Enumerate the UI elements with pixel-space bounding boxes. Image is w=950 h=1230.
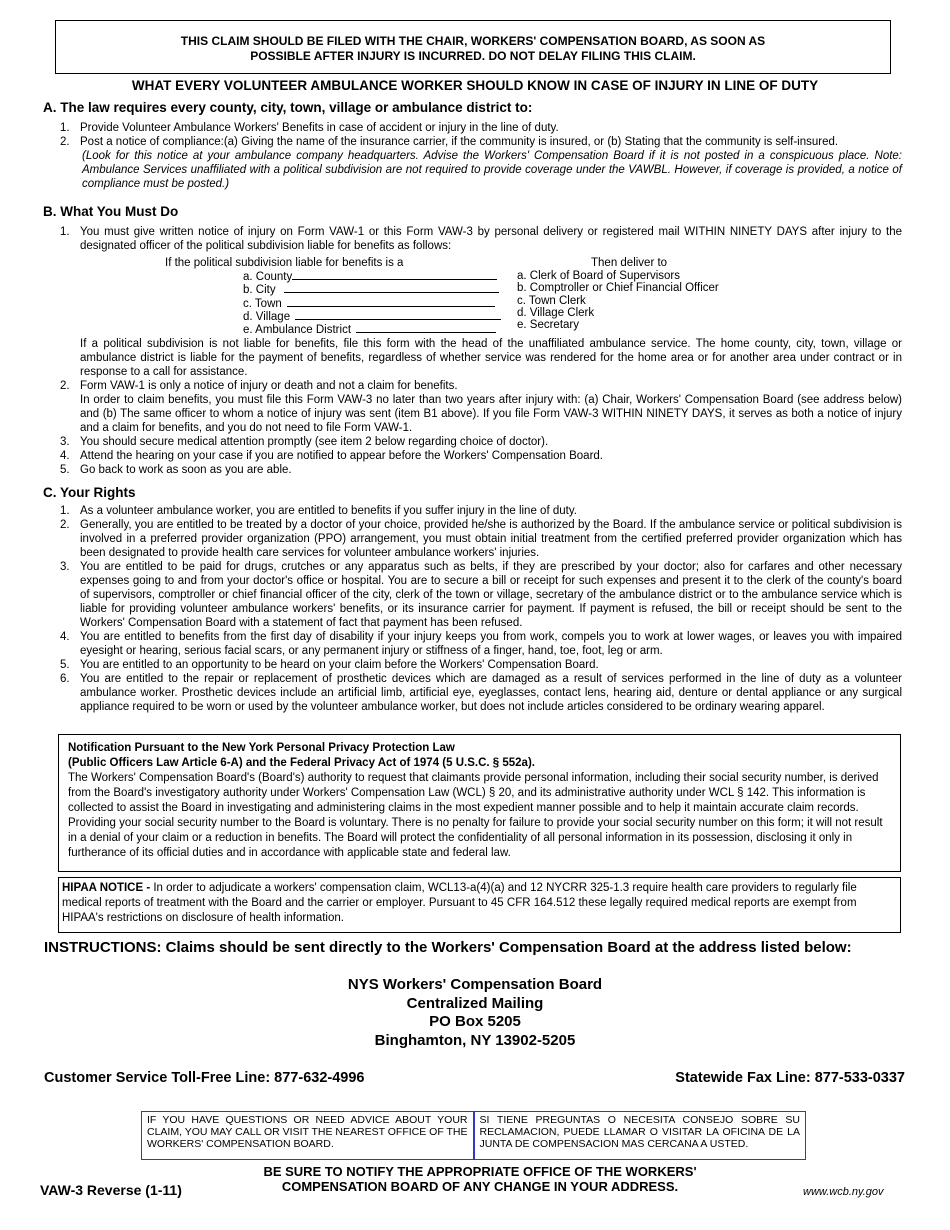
section-c-item-5-text: You are entitled to an opportunity to be heard on your claim before the Workers' Compensation Board.: [80, 659, 599, 671]
subdivision-city: b. City: [243, 283, 501, 296]
section-a-item-2-text: Post a notice of compliance:(a) Giving the name of the insurance carrier, if the community is insured, or (b) Stating that the community is self-insured.: [80, 136, 839, 148]
advice-spanish: SI TIENE PREGUNTAS O NECESITA CONSEJO SOBRE SU RECLAMACION, PUEDE LLAMAR O VISITAR LA OFICINA DE LA JUNTA DE COMPENSACION MAS CERCANA A USTED.: [479, 1114, 800, 1150]
hipaa-notice-body: In order to adjudicate a workers' compensation claim, WCL13-a(4)(a) and 12 NYCRR 325-1.3 require health care providers to regularly file medical reports of treatment with the Board and the carrier or employer. Pursuant to 45 CFR 164.512 these legally required medical reports are exempt from HIPAA's restrictions on disclosure of health information.: [62, 882, 857, 924]
section-c-item-5: [60, 658, 902, 672]
address-line-2: Centralized Mailing: [406, 994, 544, 1012]
advice-box: [141, 1111, 806, 1160]
section-b-item-3-text: You should secure medical attention promptly (see item 2 below regarding choice of doctor).: [80, 436, 549, 448]
section-c-item-6: [60, 672, 902, 714]
section-c-item-1: [60, 504, 902, 518]
address-change-notice: [230, 1164, 730, 1194]
section-c-item-3: [60, 560, 902, 630]
item-number: 2.: [60, 380, 70, 392]
filing-notice-box: [55, 20, 891, 74]
deliver-to-item: c. Town Clerk: [517, 294, 586, 307]
section-c-item-1-text: As a volunteer ambulance worker, you are entitled to benefits if you suffer injury in the line of duty.: [80, 505, 577, 517]
section-a-item-1-text: Provide Volunteer Ambulance Workers' Benefits in case of accident or injury in the line of duty.: [80, 122, 559, 134]
address-line-1: NYS Workers' Compensation Board: [347, 976, 603, 993]
section-b-item-3: [60, 435, 902, 449]
section-b-item-4: [60, 449, 902, 463]
privacy-notice-title-1: Notification Pursuant to the New York Personal Privacy Protection Law: [68, 742, 455, 754]
item-number: 2.: [60, 519, 70, 531]
item-number: 4.: [60, 631, 70, 643]
deliver-to-item: d. Village Clerk: [517, 306, 595, 319]
customer-service-line: Customer Service Toll-Free Line: 877-632-4996: [44, 1070, 365, 1086]
section-c-item-4-text: You are entitled to benefits from the first day of disability if your injury keeps you from work, compels you to work at lower wages, or leaves you with impaired eyesight or hearing, serious facial scars, or any permanent injury or stiffness of a finger, hand, toe, foot, leg or arm.: [80, 631, 902, 657]
address-change-line-2: COMPENSATION BOARD OF ANY CHANGE IN YOUR ADDRESS.: [281, 1179, 679, 1194]
website-link[interactable]: www.wcb.ny.gov: [803, 1186, 884, 1198]
item-number: 5.: [60, 659, 70, 671]
section-b-item-1-cont: [60, 337, 902, 379]
address-line-4: Binghamton, NY 13902-5205: [374, 1031, 576, 1049]
section-c-item-2-text: Generally, you are entitled to be treated by a doctor of your choice, provided he/she is authorized by the Board. If the ambulance service or political subdivision is involved in a preferred provider organization (PPO) arrangement, you must obtain initial treatment from the certified preferred provider organization which has been designated to provide health care services for volunteer ambulance workers' injuries.: [80, 519, 902, 559]
item-number: 2.: [60, 136, 70, 148]
section-b-item-1-text: You must give written notice of injury on Form VAW-1 or this Form VAW-3 by personal delivery or registered mail WITHIN NINETY DAYS after injury to the designated officer of the political subdivision liable for benefits as follows:: [80, 226, 902, 252]
item-number: 4.: [60, 450, 70, 462]
section-c-item-6-text: You are entitled to the repair or replacement of prosthetic devices which are damaged as a result of services performed in the line of duty as a volunteer ambulance worker. Prosthetic devices include an artificial limb, artificial eye, eyeglasses, contact lens, hearing aid, denture or dental appliance or any surgical appliance required to be worn or used by the volunteer ambulance worker, but does not include articles considered to be ordinary wearing apparel.: [80, 673, 902, 713]
section-b-item-1: [60, 225, 902, 253]
section-a-item-2-note: (Look for this notice at your ambulance company headquarters. Advise the Workers' Compensation Board if it is not posted in a conspicuous place. Note: Ambulance Services unaffiliated with a political subdivision are not required to provide coverage under the VAWBL. However, if coverage is provided, a notice of compliance must be posted.): [82, 150, 902, 190]
section-b-item-2-cont: In order to claim benefits, you must file this Form VAW-3 no later than two years after injury with: (a) Chair, Workers' Compensation Board (see address below) and (b) The same officer to whom a notice of injury was sent (item B1 above). If you file Form VAW-3 WITHIN NINETY DAYS, it serves as both a notice of injury and a claim for benefits, and you do not need to file Form VAW-1.: [80, 394, 902, 434]
main-heading: WHAT EVERY VOLUNTEER AMBULANCE WORKER SHOULD KNOW IN CASE OF INJURY IN LINE OF DUTY: [131, 78, 819, 93]
filing-notice-line2: POSSIBLE AFTER INJURY IS INCURRED. DO NOT DELAY FILING THIS CLAIM.: [250, 49, 696, 63]
address-change-line-1: BE SURE TO NOTIFY THE APPROPRIATE OFFICE OF THE WORKERS': [263, 1164, 697, 1179]
privacy-notice-box: [58, 734, 901, 872]
statewide-fax-line: Statewide Fax Line: 877-533-0337: [675, 1070, 905, 1086]
form-identifier: VAW-3 Reverse (1-11): [40, 1182, 182, 1198]
delivery-table-left-header: If the political subdivision liable for benefits is a: [165, 257, 404, 269]
instructions-heading: INSTRUCTIONS: Claims should be sent directly to the Workers' Compensation Board at the address listed below:: [44, 939, 852, 956]
advice-english: IF YOU HAVE QUESTIONS OR NEED ADVICE ABOUT YOUR CLAIM, YOU MAY CALL OR VISIT THE NEAREST OFFICE OF THE WORKERS' COMPENSATION BOARD.: [142, 1112, 475, 1159]
section-b-item-2: [60, 379, 902, 435]
item-number: 3.: [60, 436, 70, 448]
section-a-item-2: [60, 135, 902, 191]
hipaa-notice-box: [58, 877, 901, 933]
section-c-title: C. Your Rights: [43, 485, 136, 500]
delivery-table-right: [517, 270, 719, 331]
deliver-to-item: a. Clerk of Board of Supervisors: [517, 270, 680, 282]
deliver-to-item: e. Secretary: [517, 319, 579, 332]
section-b-item-4-text: Attend the hearing on your case if you are notified to appear before the Workers' Compensation Board.: [80, 450, 603, 462]
item-number: 1.: [60, 226, 70, 238]
subdivision-town: c. Town: [243, 297, 501, 310]
section-a-item-1: [60, 121, 902, 135]
section-c-item-2: [60, 518, 902, 560]
address-line-3: PO Box 5205: [429, 1013, 521, 1030]
section-b-item-2-text: Form VAW-1 is only a notice of injury or death and not a claim for benefits.: [80, 380, 458, 392]
privacy-notice-title-2: (Public Officers Law Article 6-A) and the Federal Privacy Act of 1974 (5 U.S.C. § 552a).: [68, 757, 535, 769]
item-number: 1.: [60, 505, 70, 517]
item-number: 5.: [60, 464, 70, 476]
section-b-title: B. What You Must Do: [43, 204, 179, 219]
section-a-title: A. The law requires every county, city, town, village or ambulance district to:: [43, 100, 533, 115]
board-address: [0, 976, 950, 1050]
privacy-notice-body: The Workers' Compensation Board's (Board's) authority to request that claimants provide personal information, including their social security number, is derived from the Board's investigatory authority under Workers' Compensation Law (WCL) § 20, and its administrative authority under WCL § 142. This information is collected to assist the Board in investigating and administering claims in the most expedient manner possible and to help it maintain accurate claim records. Providing your social security number to the Board is voluntary. There is no penalty for failure to provide your social security number on this form; it will not result in a denial of your claim or a reduction in benefits. The Board will protect the confidentiality of all personal information in its possession, disclosing it only in furtherance of its official duties and in accordance with applicable state and federal law.: [68, 772, 883, 859]
delivery-table-right-header: Then deliver to: [591, 257, 668, 269]
section-c-item-4: [60, 630, 902, 658]
subdivision-village: d. Village: [243, 310, 501, 323]
hipaa-notice-label: HIPAA NOTICE -: [62, 882, 151, 894]
subdivision-county: a. County: [243, 270, 501, 283]
section-c-item-3-text: You are entitled to be paid for drugs, crutches or any apparatus such as belts, if they are prescribed by your doctor; also for carfares and other necessary expenses going to and from your doctor's office or hospital. You are to secure a bill or receipt for such expenses and present it to the clerk of the county's board of supervisors, comptroller or chief financial officer of the city, clerk of the town or village, secretary of the ambulance district or to the ambulance service which is liable for providing volunteer ambulance workers' benefits, or its insurance carrier for payment. If payment is refused, the bill or receipt should be sent to the Workers' Compensation Board with a statement of fact that payment has been refused.: [80, 561, 902, 629]
item-number: 3.: [60, 561, 70, 573]
section-b-item-5-text: Go back to work as soon as you are able.: [80, 464, 292, 476]
filing-notice-line1: THIS CLAIM SHOULD BE FILED WITH THE CHAIR, WORKERS' COMPENSATION BOARD, AS SOON AS: [180, 34, 766, 48]
subdivision-ambulance-district: e. Ambulance District: [243, 323, 501, 336]
deliver-to-item: b. Comptroller or Chief Financial Officer: [517, 282, 719, 295]
item-number: 1.: [60, 122, 70, 134]
section-b-item-1-cont-text: If a political subdivision is not liable for benefits, file this form with the head of the unaffiliated ambulance service. The home county, city, town, village or ambulance district is liable for the payment of benefits, regardless of whether service was rendered for the home area or for another area under contract or in response to a call for assistance.: [80, 338, 902, 378]
section-b-item-5: [60, 463, 902, 477]
item-number: 6.: [60, 673, 70, 685]
delivery-table-left: [243, 270, 501, 336]
